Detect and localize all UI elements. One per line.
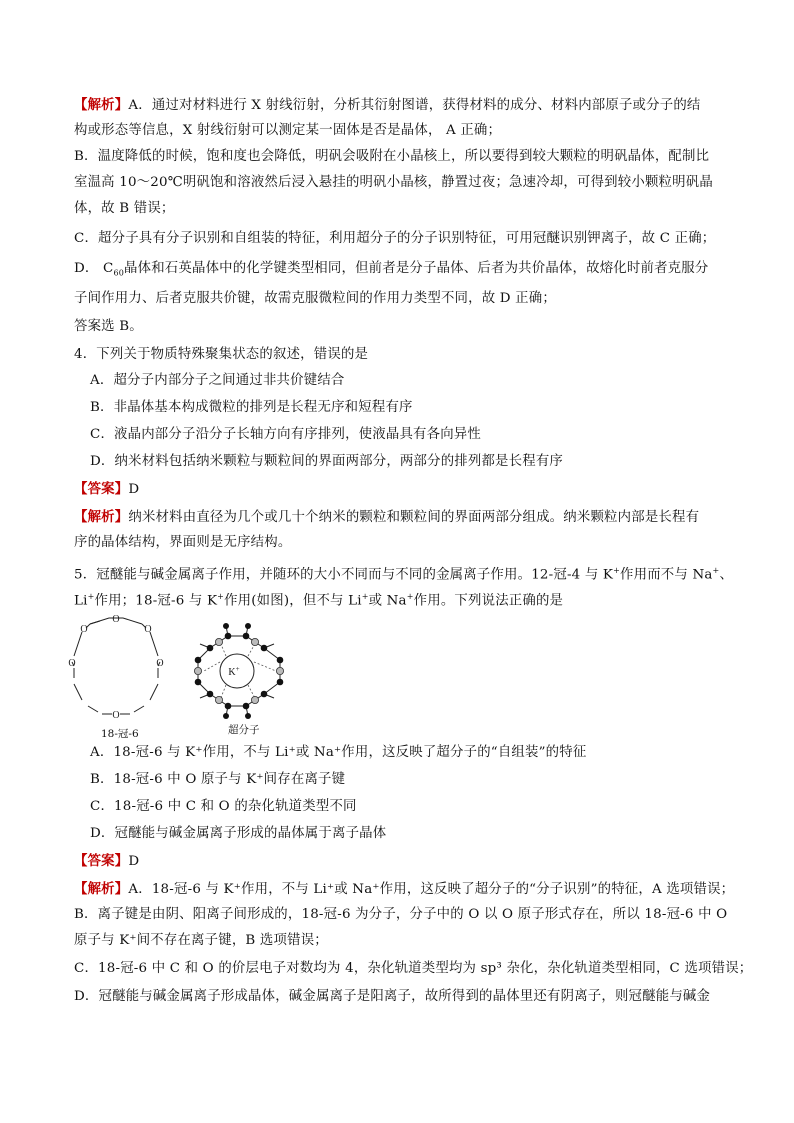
q4-analysis-line-2: 序的晶体结构，界面则是无序结构。 xyxy=(74,535,292,550)
q5-analysis-line-2: B．离子键是由阴、阳离子间形成的，18-冠-6 为分子，分子中的 O 以 O 原子形式存在，所以 18-冠-6 中 O xyxy=(74,907,728,922)
c60-subscript: 60 xyxy=(113,268,125,278)
analysis-tag: 【解析】 xyxy=(74,97,129,113)
charge-sup: + xyxy=(613,566,621,575)
q5-analysis-line-5: D．冠醚能与碱金属离子形成晶体，碱金属离子是阳离子，故所得到的晶体里还有阴离子，则冠醚能与碱金 xyxy=(74,989,711,1004)
stem-text: Li xyxy=(74,593,88,609)
answer-tag: 【答案】 xyxy=(74,481,129,497)
q5-option-c: C．18-冠-6 中 C 和 O 的杂化轨道类型不同 xyxy=(90,799,357,814)
figure-caption-crown: 18-冠-6 xyxy=(101,728,139,740)
answer-value: D xyxy=(128,854,140,869)
analysis-line-6: C．超分子具有分子识别和自组装的特征，利用超分子的分子识别特征，可用冠醚识别钾离子，故 C 正确； xyxy=(74,231,716,246)
oxygen-atom-label: O xyxy=(68,658,76,669)
analysis-line-1 xyxy=(74,96,734,115)
answer-tag: 【答案】 xyxy=(74,853,129,869)
analysis-line-7 xyxy=(74,260,734,283)
analysis-text: 纳米材料由直径为几个或几十个纳米的颗粒和颗粒间的界面两部分组成。纳米颗粒内部是长程有 xyxy=(128,510,700,525)
stem-text: 作用。下列说法正确的是 xyxy=(413,593,564,609)
q5-option-a: A．18-冠-6 与 K⁺作用，不与 Li⁺或 Na⁺作用，这反映了超分子的“自组装”的特征 xyxy=(90,745,587,760)
analysis-line-8: 子间作用力、后者克服共价键，故需克服微粒间的作用力类型不同，故 D 正确； xyxy=(74,291,556,306)
stem-text: 、 xyxy=(719,567,734,583)
q5-analysis-line-4: C．18-冠-6 中 C 和 O 的价层电子对数均为 4，杂化轨道类型均为 sp³ 杂化，杂化轨道类型相同，C 选项错误； xyxy=(74,961,753,976)
stem-text: 作用而不与 Na xyxy=(620,567,713,583)
q4-analysis-line-1 xyxy=(74,508,734,527)
oxygen-atom-label: O xyxy=(144,624,152,635)
figure-caption-supramolecule: 超分子 xyxy=(228,724,260,736)
q5-option-d: D．冠醚能与碱金属离子形成的晶体属于离子晶体 xyxy=(90,826,387,841)
oxygen-atom-label: O xyxy=(80,624,88,635)
question-4-stem: 4．下列关于物质特殊聚集状态的叙述，错误的是 xyxy=(74,347,369,362)
oxygen-atom-label: O xyxy=(112,710,120,721)
analysis-line-4: 室温高 10～20℃明矾饱和溶液然后浸入悬挂的明矾小晶核，静置过夜；急速冷却，可得到较小颗粒明矾晶 xyxy=(74,175,713,190)
analysis-line-5: 体，故 B 错误； xyxy=(74,201,175,216)
q4-option-b: B．非晶体基本构成微粒的排列是长程无序和短程有序 xyxy=(90,400,413,415)
analysis-text: 晶体和石英晶体中的化学键类型相同，但前者是分子晶体、后者为共价晶体，故熔化时前者克服分 xyxy=(124,261,709,276)
potassium-ion-label: K+ xyxy=(228,665,240,678)
q5-option-b: B．18-冠-6 中 O 原子与 K⁺间存在离子键 xyxy=(90,772,346,787)
q4-option-c: C．液晶内部分子沿分子长轴方向有序排列，使液晶具有各向异性 xyxy=(90,427,481,442)
answer-choice-line: 答案选 B。 xyxy=(74,319,143,334)
analysis-tag: 【解析】 xyxy=(74,881,129,897)
question-5-stem-2 xyxy=(74,588,734,610)
stem-text: 5．冠醚能与碱金属离子作用，并随环的大小不同而与不同的金属离子作用。12-冠-4 与 K xyxy=(74,567,614,583)
q4-option-a: A．超分子内部分子之间通过非共价键结合 xyxy=(90,373,345,388)
oxygen-atom-label: O xyxy=(156,658,164,669)
question-5-stem-1 xyxy=(74,562,734,584)
charge-sup: + xyxy=(712,566,720,575)
q4-option-d: D．纳米材料包括纳米颗粒与颗粒间的界面两部分，两部分的排列都是长程有序 xyxy=(90,454,564,469)
charge-sup: + xyxy=(361,592,369,601)
analysis-line-3: B．温度降低的时候，饱和度也会降低，明矾会吸附在小晶核上，所以要得到较大颗粒的明矾晶体，配制比 xyxy=(74,149,710,164)
q5-analysis-line-3: 原子与 K⁺间不存在离子键，B 选项错误； xyxy=(74,933,328,948)
q5-analysis-line-1 xyxy=(74,880,734,899)
charge-sup: + xyxy=(217,592,225,601)
q4-answer xyxy=(74,480,734,499)
answer-value: D xyxy=(128,482,140,497)
supramolecule-figure xyxy=(190,622,300,722)
charge-sup: + xyxy=(406,592,414,601)
option-d-label: D． C xyxy=(74,261,114,276)
analysis-text: A．18-冠-6 与 K⁺作用，不与 Li⁺或 Na⁺作用，这反映了超分子的“分子识别”的特征，A 选项错误； xyxy=(128,882,735,897)
analysis-line-2: 构或形态等信息，X 射线衍射可以测定某一固体是否是晶体， A 正确； xyxy=(74,123,502,138)
stem-text: 作用；18-冠-6 与 K xyxy=(94,593,218,609)
charge-sup: + xyxy=(87,592,95,601)
crown-ether-structure-figure xyxy=(66,614,176,724)
analysis-text: A．通过对材料进行 X 射线衍射，分析其衍射图谱，获得材料的成分、材料内部原子或分子的结 xyxy=(128,98,701,113)
stem-text: 作用(如图)，但不与 Li xyxy=(224,593,362,609)
analysis-tag: 【解析】 xyxy=(74,509,129,525)
q5-answer xyxy=(74,852,734,871)
stem-text: 或 Na xyxy=(368,593,407,609)
oxygen-atom-label: O xyxy=(112,614,120,625)
